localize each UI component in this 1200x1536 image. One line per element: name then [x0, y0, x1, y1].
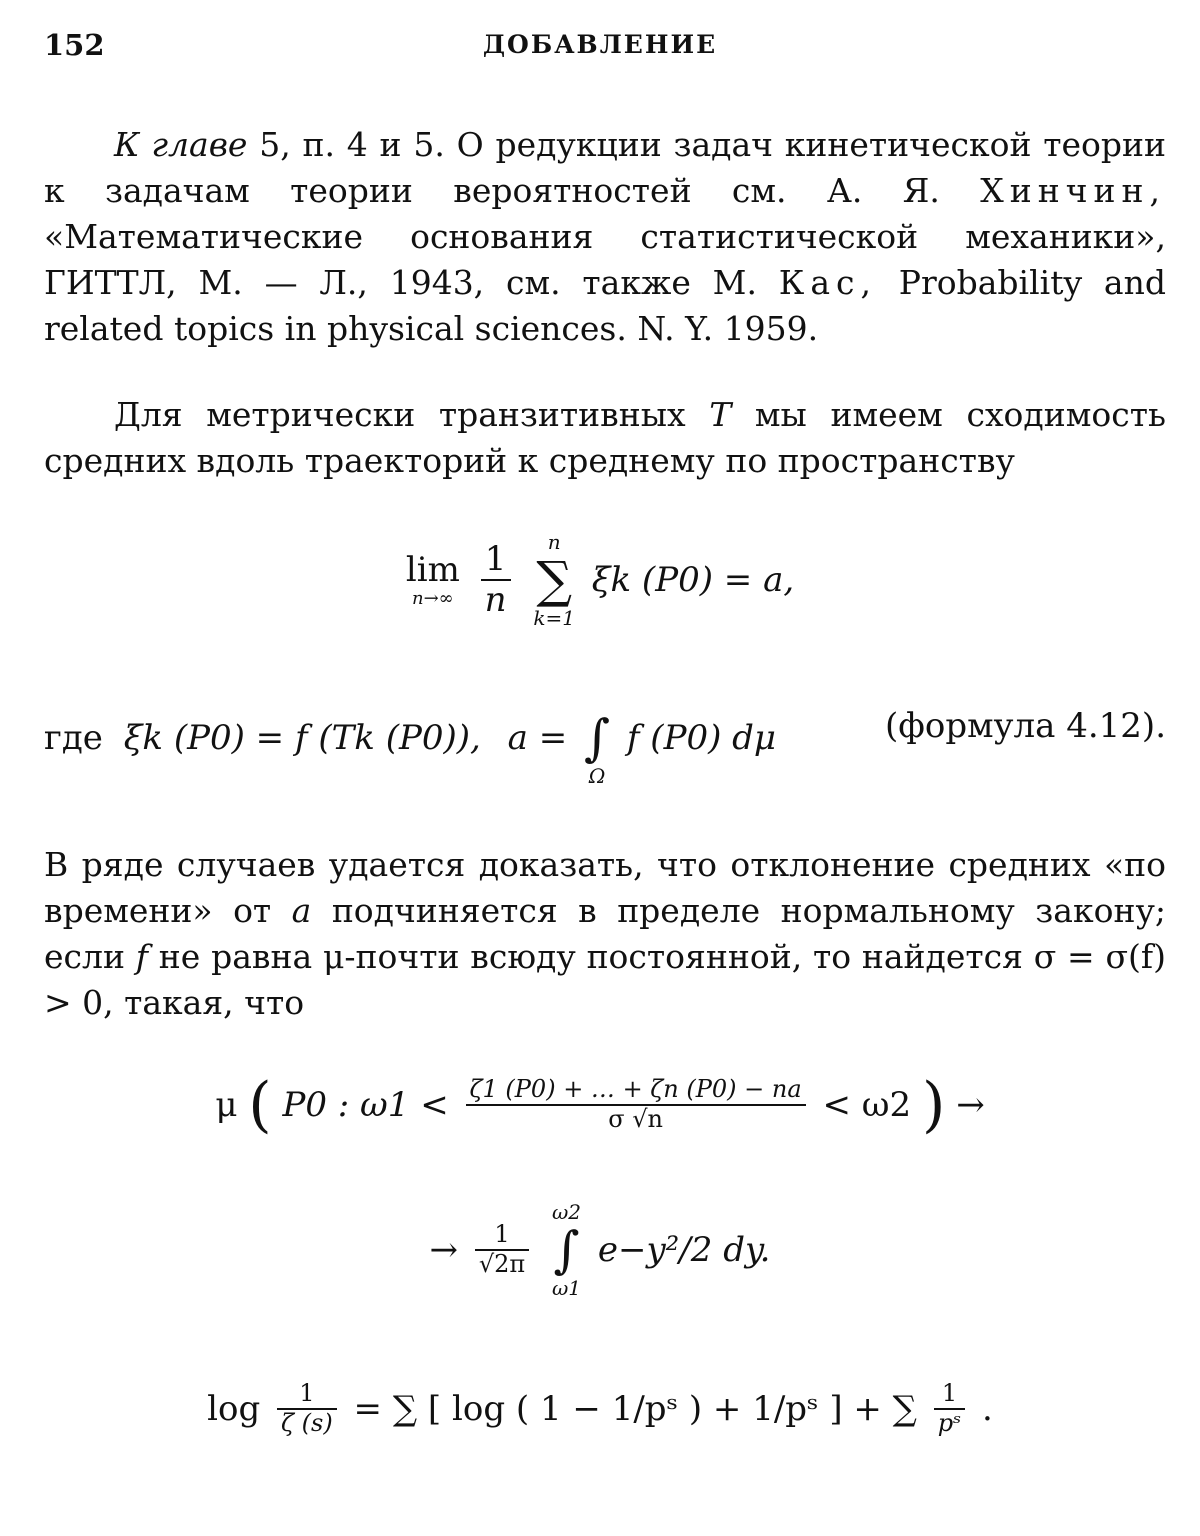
- paragraph3-text-b: подчиняется в пределе нормальному закону; если: [44, 891, 1166, 976]
- formula4-arrow: →: [429, 1230, 459, 1270]
- integral-operator: ∫ Ω: [584, 709, 611, 788]
- sum-operator: n ∑ k=1: [533, 530, 575, 630]
- page-header: [44, 28, 1156, 68]
- formula-reference: (формула 4.12).: [884, 706, 1166, 746]
- one-over-p-s: $\frac{1}{\text{pˢ}}$: [934, 1380, 965, 1437]
- formula2-a-eq: a =: [507, 718, 568, 758]
- formula-gaussian-integral: [0, 1200, 1200, 1300]
- formula1-body: ξk (P0) = a,: [591, 560, 795, 600]
- formula-zeta-log: [0, 1380, 1200, 1437]
- paragraph1-text-b: «Математические основания статистической механики», ГИТТЛ, М. — Л., 1943, см. также М.: [44, 217, 1166, 302]
- paragraph-transitive: [44, 392, 1166, 484]
- page-number: 152: [44, 28, 105, 62]
- paragraph3-text-a: В ряде случаев удается доказать, что отклонение средних «по времени» от: [44, 845, 1166, 930]
- formula3-mu: μ: [215, 1085, 238, 1125]
- formula2-lead: где: [44, 718, 103, 758]
- formula3-right: < ω2: [822, 1085, 912, 1125]
- variable-f: f: [135, 937, 148, 976]
- chapter-ref-numbers: 5, п. 4 и 5.: [259, 125, 445, 164]
- chapter-ref-label: К главе: [114, 125, 248, 164]
- formula5-end: .: [982, 1388, 993, 1429]
- formula4-integrand: e−y²/2 dy.: [597, 1230, 771, 1270]
- variable-T: T: [709, 395, 732, 434]
- formula5-middle: = ∑ [ log ( 1 − 1/pˢ ) + 1/pˢ ] + ∑: [353, 1388, 917, 1429]
- running-head: ДОБАВЛЕНИЕ: [482, 30, 718, 59]
- normalized-sum-fraction: $\frac{\zeta 1 (P0) + \dots + \zeta n (P0) - na}{\sigma √n}$: [466, 1076, 806, 1133]
- one-over-zeta: $\frac{1}{\zeta (s)}$: [277, 1380, 337, 1437]
- formula2-integrand: f (P0) dμ: [626, 718, 777, 758]
- formula2-left: ξk (P0) = f (Tk (P0)),: [123, 718, 481, 758]
- paragraph-references: [44, 122, 1166, 352]
- paragraph3-text-c: не равна μ-почти всюду постоянной, то найдется σ = σ(f) > 0, такая, что: [44, 937, 1166, 1022]
- paragraph-normal-law: [44, 842, 1166, 1026]
- paragraph1-text-a: О редукции задач кинетической теории к задачам теории вероятностей см. А. Я.: [44, 125, 1167, 210]
- definite-integral: ω2 ∫ ω1: [552, 1200, 582, 1300]
- fraction-one-over-n: $\frac{1}{n}$: [481, 540, 511, 620]
- gaussian-normalizer: $\frac{1}{√2\pi}$: [475, 1221, 529, 1278]
- author-khinchin: Хинчин,: [980, 171, 1167, 210]
- author-kac: Кас,: [778, 263, 877, 302]
- formula5-log: log: [207, 1388, 261, 1429]
- paragraph2-text-b: мы имеем сходимость средних вдоль траекторий к среднему по пространству: [44, 395, 1166, 480]
- formula3-left: P0 : ω1 <: [282, 1085, 449, 1125]
- formula3-arrow: →: [956, 1085, 985, 1125]
- formula-measure: μ ( P0 : ω1 < $\frac{\zeta 1 (P0) + \dots + \zeta n (P0) - na}{\sigma √n}$ < ω2 ) →: [215, 1070, 985, 1140]
- formula-limit-average: [0, 530, 1200, 630]
- formula-definitions: [44, 688, 1166, 788]
- variable-a: a: [291, 891, 312, 930]
- paragraph2-text-a: Для метрически транзитивных: [114, 395, 686, 434]
- limit-operator: lim n→∞: [405, 550, 460, 609]
- paragraph1-text-c: Probability and related topics in physical sciences. N. Y. 1959.: [44, 263, 1166, 348]
